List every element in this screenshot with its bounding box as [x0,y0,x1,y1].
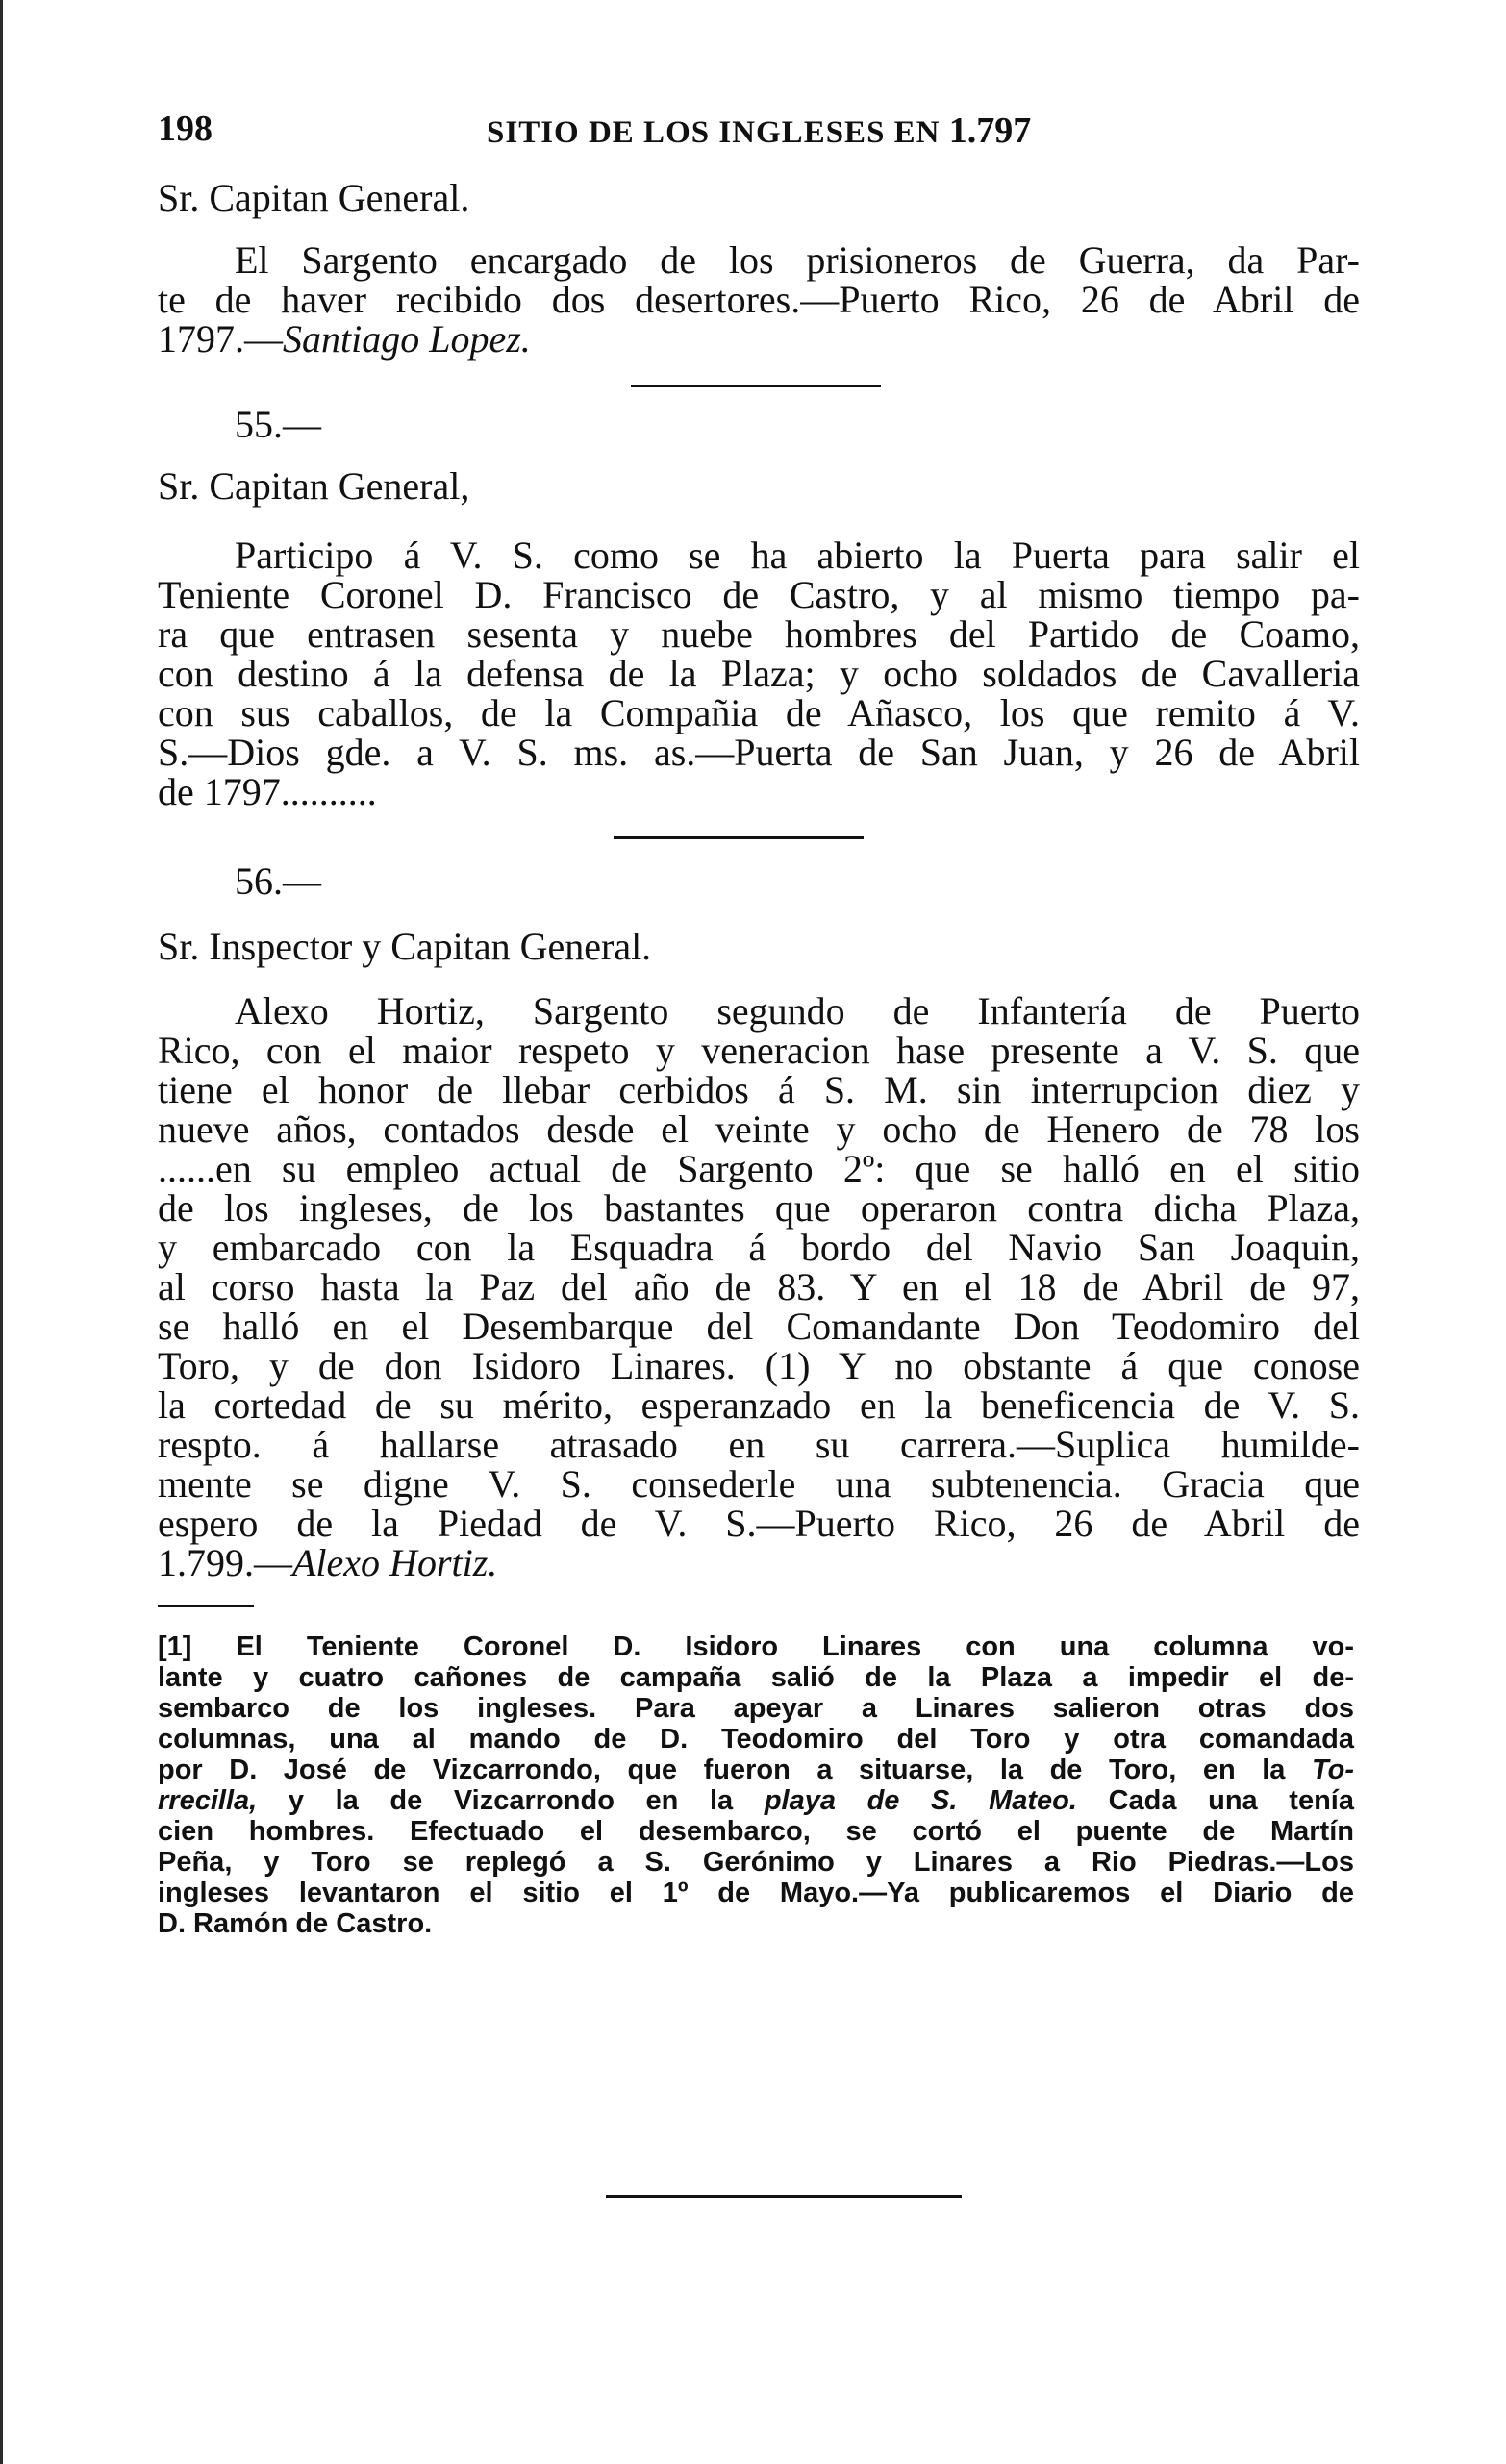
footnote-line [158,1755,1354,1785]
letter-56-date: 1.799.— [158,1541,292,1584]
letter-55-line: con sus caballos, de la Compañia de Añasco, los que remito á V. [158,691,1360,734]
footnote-line [158,1785,1354,1816]
letter-56-line: se halló en el Desembarque del Comandante Don Teodomiro del [158,1305,1360,1348]
letter-56-line: mente se digne V. S. consederle una subtenencia. Gracia que [158,1462,1360,1506]
letter-56-line: la cortedad de su mérito, esperanzado en la beneficencia de V. S. [158,1383,1360,1427]
letter-54-line: te de haver recibido dos desertores.—Puerto Rico, 26 de Abril de [158,278,1360,321]
footnote-separator [158,1605,254,1607]
letter-56-line: Rico, con el maior respeto y veneracion hase presente a V. S. que [158,1029,1360,1072]
footnote-italic: To- [1311,1755,1354,1785]
section-divider [614,836,864,839]
letter-56-signature: Alexo Hortiz. [292,1541,498,1584]
footnote-line: sembarco de los ingleses. Para apeyar a Linares salieron otras dos [158,1693,1354,1724]
letter-56-salutation: Sr. Inspector y Capitan General. [158,925,652,968]
letter-56-line: al corso hasta la Paz del año de 83. Y en el 18 de Abril de 97, [158,1265,1360,1308]
letter-56-closing [158,1542,497,1584]
footnote-italic: playa de S. Mateo. [764,1785,1077,1816]
footnote-text: El Teniente Coronel D. Isidoro Linares con una columna vo- [236,1631,1354,1662]
footnote-line: lante y cuatro cañones de campaña salió de la Plaza a impedir el de- [158,1662,1354,1693]
letter-55-number: 55.— [235,403,321,446]
letter-55-line: Participo á V. S. como se ha abierto la Puerta para salir el [235,534,1360,577]
running-head [158,108,1360,156]
footnote-text: Cada una tenía [1108,1785,1354,1816]
letter-55-line: Teniente Coronel D. Francisco de Castro, y al mismo tiempo pa- [158,573,1360,616]
letter-55-last-line: de 1797.......... [158,770,377,813]
letter-56-number: 56.— [235,859,321,903]
running-title-text: SITIO DE LOS INGLESES EN [487,115,941,150]
footnote-marker: [1] [158,1631,192,1662]
scan-edge-line [0,0,3,2464]
page-number: 198 [158,109,213,149]
end-rule [606,2195,962,2198]
letter-56-line: Toro, y de don Isidoro Linares. (1) Y no obstante á que conose [158,1344,1360,1387]
letter-54-salutation: Sr. Capitan General. [158,176,470,219]
letter-55-salutation: Sr. Capitan General, [158,464,470,508]
letter-56-line: de los ingleses, de los bastantes que operaron contra dicha Plaza, [158,1186,1360,1230]
footnote-line: Peña, y Toro se replegó a S. Gerónimo y Linares a Rio Piedras.—Los [158,1847,1354,1878]
letter-56-line: ......en su empleo actual de Sargento 2º: que se halló en el sitio [158,1147,1360,1190]
running-title [487,110,1031,154]
footnote-line: ingleses levantaron el sitio el 1º de Mayo.—Ya publicaremos el Diario de [158,1878,1354,1908]
letter-55-line: con destino á la defensa de la Plaza; y ocho soldados de Cavalleria [158,652,1360,695]
letter-56-line: espero de la Piedad de V. S.—Puerto Rico, 26 de Abril de [158,1502,1360,1545]
letter-56-line: nueve años, contados desde el veinte y ocho de Henero de 78 los [158,1108,1360,1151]
footnote-line [158,1631,1354,1662]
footnote-line: columnas, una al mando de D. Teodomiro del Toro y otra comandada [158,1724,1354,1755]
letter-55-line: ra que entrasen sesenta y nuebe hombres del Partido de Coamo, [158,612,1360,656]
footnote-italic: rrecilla, [158,1785,258,1816]
footnote-text: por D. José de Vizcarrondo, que fueron a situarse, la de Toro, en la [158,1755,1286,1785]
footnote-text: y la de Vizcarrondo en la [288,1785,734,1816]
section-divider [631,385,881,387]
letter-54-closing [158,318,531,361]
letter-56-line: respto. á hallarse atrasado en su carrera.—Suplica humilde- [158,1423,1360,1466]
running-title-year: 1.797 [948,111,1032,151]
letter-55-line: S.—Dios gde. a V. S. ms. as.—Puerta de San Juan, y 26 de Abril [158,731,1360,774]
letter-56-line: tiene el honor de llebar cerbidos á S. M. sin interrupcion diez y [158,1068,1360,1111]
footnote-last-line: D. Ramón de Castro. [158,1908,433,1939]
letter-54-signature: Santiago Lopez. [283,317,531,361]
letter-54-line: El Sargento encargado de los prisioneros de Guerra, da Par- [235,238,1360,282]
letter-56-line: Alexo Hortiz, Sargento segundo de Infantería de Puerto [235,989,1360,1033]
letter-56-line: y embarcado con la Esquadra á bordo del Navio San Joaquin, [158,1226,1360,1269]
footnote-line: cien hombres. Efectuado el desembarco, se cortó el puente de Martín [158,1816,1354,1847]
letter-54-date: 1797.— [158,317,283,361]
